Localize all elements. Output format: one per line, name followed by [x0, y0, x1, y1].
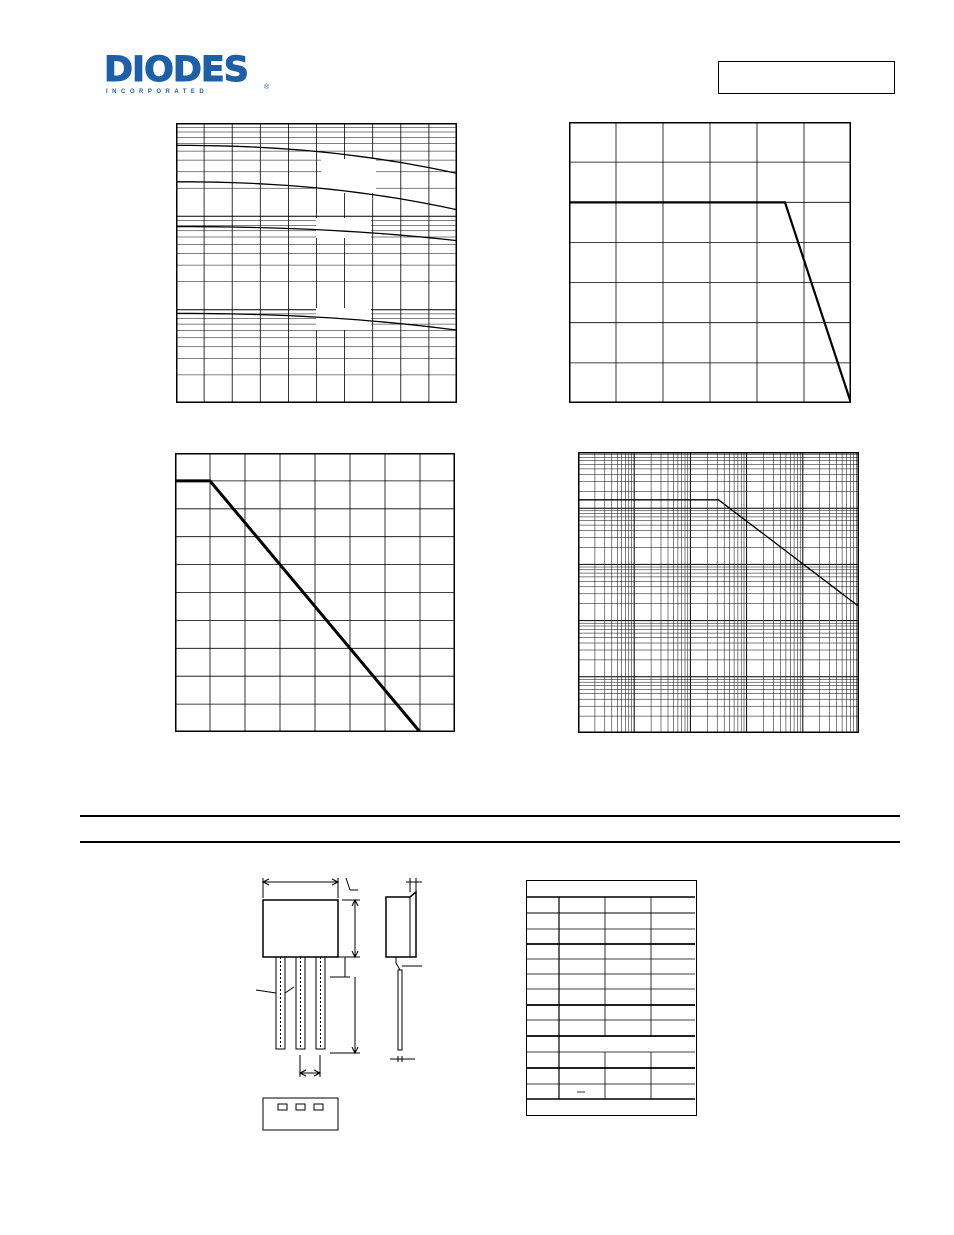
- chart-1: [176, 123, 457, 403]
- logo-registered-mark: ®: [264, 84, 270, 91]
- package-body-front: [263, 900, 338, 957]
- part-number-box: [718, 61, 895, 94]
- label-gap: [316, 218, 371, 238]
- chart-2: [569, 122, 851, 403]
- lead-side: [398, 970, 402, 1050]
- plot-frame: [579, 453, 859, 733]
- section-rule-bottom: [80, 841, 900, 843]
- series-line-1: [578, 500, 859, 607]
- series-line-1: [175, 481, 420, 732]
- chart-4: [578, 452, 859, 733]
- section-rule-top: [80, 815, 900, 817]
- package-body-side: [386, 892, 416, 957]
- label-gap: [321, 159, 376, 193]
- logo-subtitle: INCORPORATED: [106, 89, 209, 95]
- chart-3: [175, 453, 455, 732]
- diodes-logo: [104, 50, 274, 100]
- logo-wordmark: DIODES: [104, 50, 248, 90]
- dimensions-table: [526, 880, 697, 1116]
- dimensions-table-grid: [527, 881, 695, 1114]
- package-outline-drawing: [250, 870, 440, 1140]
- package-bottom-view: [263, 1098, 338, 1130]
